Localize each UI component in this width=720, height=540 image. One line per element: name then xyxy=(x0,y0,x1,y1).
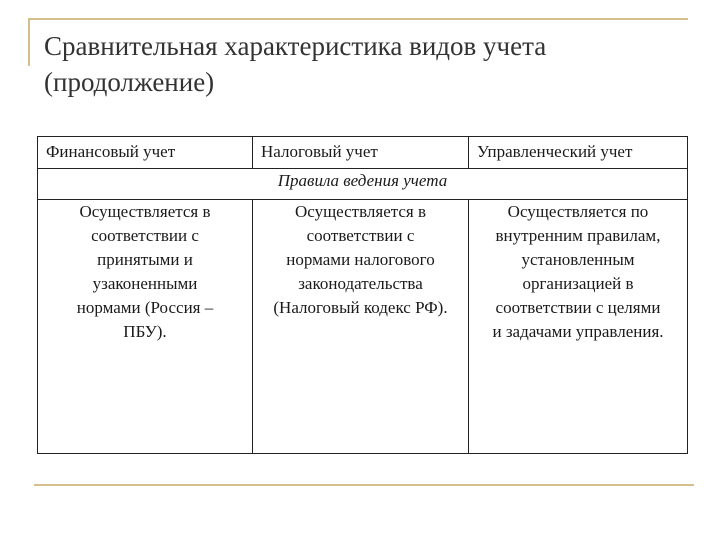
cell-text: Осуществляется в xyxy=(79,202,211,221)
cell-financial xyxy=(38,200,253,454)
cell-text: и задачами управления. xyxy=(492,322,664,341)
header-tax: Налоговый учет xyxy=(253,137,469,169)
left-decorative-line xyxy=(28,18,30,66)
cell-text: нормами налогового xyxy=(286,250,435,269)
section-row xyxy=(38,169,688,200)
cell-text: нормами (Россия – xyxy=(76,298,214,317)
section-title: Правила ведения учета xyxy=(38,169,688,200)
cell-text: законодательства xyxy=(298,274,423,293)
bottom-decorative-line xyxy=(34,484,694,486)
cell-text: ПБУ). xyxy=(123,322,167,341)
header-row xyxy=(38,137,688,169)
cell-text: установленным xyxy=(521,250,635,269)
header-financial: Финансовый учет xyxy=(38,137,253,169)
cell-tax xyxy=(253,200,469,454)
slide-title-line-2: (продолжение) xyxy=(44,67,215,97)
slide-title xyxy=(44,28,684,100)
comparison-table xyxy=(37,136,688,454)
cell-text: (Налоговый кодекс РФ). xyxy=(273,298,448,317)
cell-text: Осуществляется в xyxy=(294,202,427,221)
top-decorative-line xyxy=(28,18,688,20)
header-management: Управленческий учет xyxy=(469,137,688,169)
cell-text: соответствии с xyxy=(91,226,199,245)
cell-text: соответствии с целями xyxy=(495,298,661,317)
slide-title-line-1: Сравнительная характеристика видов учета xyxy=(44,31,547,61)
cell-text: Осуществляется по xyxy=(507,202,649,221)
cell-management xyxy=(469,200,688,454)
cell-text: внутренним правилам, xyxy=(495,226,661,245)
cell-text: соответствии с xyxy=(306,226,415,245)
table-row xyxy=(38,200,688,454)
cell-text: организацией в xyxy=(522,274,634,293)
cell-text: узаконенными xyxy=(92,274,198,293)
cell-text: принятыми и xyxy=(97,250,193,269)
